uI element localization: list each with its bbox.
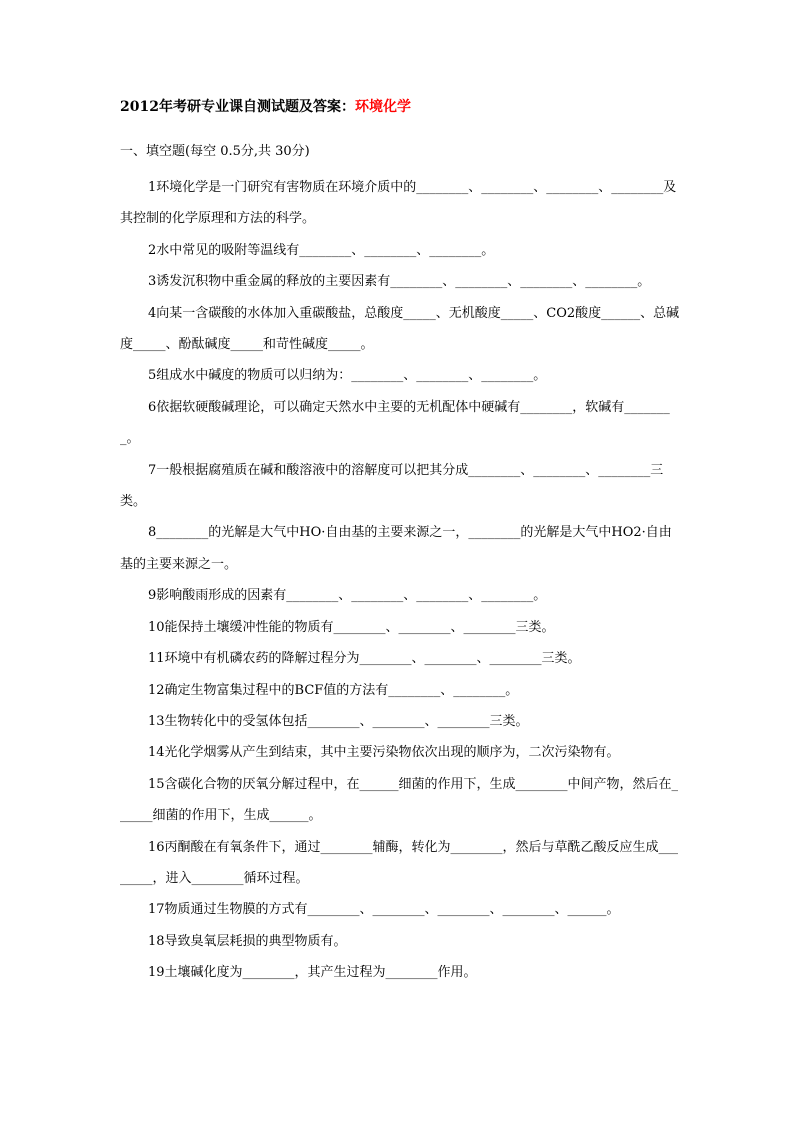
title-main: 2012年考研专业课自测试题及答案： — [120, 99, 355, 115]
question-2: 2水中常见的吸附等温线有________、________、________。 — [148, 242, 495, 258]
question-6: 6依据软硬酸碱理论，可以确定天然水中主要的无机配体中硬碱有________，软碱有________。 — [120, 399, 670, 447]
question-14: 14光化学烟雾从产生到结束，其中主要污染物依次出现的顺序为，二次污染物有。 — [148, 745, 620, 761]
question-16: 16丙酮酸在有氧条件下，通过________辅酶，转化为________，然后与草酰乙酸反应生成________，进入________循环过程。 — [120, 839, 679, 886]
question-7: 7一般根据腐殖质在碱和酸溶液中的溶解度可以把其分成________、________、________三类。 — [120, 462, 664, 510]
question-12: 12确定生物富集过程中的BCF值的方法有________、________。 — [148, 682, 519, 698]
question-8: 8________的光解是大气中HO·自由基的主要来源之一，________的光解是大气中HO2·自由基的主要来源之一。 — [120, 525, 672, 572]
question-19: 19土壤碱化度为________，其产生过程为________作用。 — [148, 965, 477, 981]
question-3: 3诱发沉积物中重金属的释放的主要因素有________、________、________、________。 — [148, 274, 651, 290]
document-page — [120, 96, 680, 989]
section-heading: 一、填空题(每空 0.5分,共 30分) — [120, 144, 310, 159]
question-17: 17物质通过生物膜的方式有________、________、________、________、______。 — [148, 902, 620, 918]
question-1: 1环境化学是一门研究有害物质在环境介质中的________、________、________、________及其控制的化学原理和方法的科学。 — [120, 180, 677, 227]
question-5: 5组成水中碱度的物质可以归纳为：________、________、________。 — [148, 368, 547, 384]
question-15: 15含碳化合物的厌氧分解过程中，在______细菌的作用下，生成________中间产物，然后在______细菌的作用下，生成______。 — [120, 776, 679, 824]
question-9: 9影响酸雨形成的因素有________、________、________、________。 — [148, 588, 547, 604]
question-10: 10能保持土壤缓冲性能的物质有________、________、________三类。 — [148, 619, 555, 635]
document-title — [120, 96, 680, 118]
question-list — [120, 172, 680, 989]
title-subject: 环境化学 — [354, 99, 411, 115]
question-18: 18导致臭氧层耗损的典型物质有。 — [148, 933, 347, 949]
question-4: 4向某一含碳酸的水体加入重碳酸盐，总酸度_____、无机酸度_____、CO2酸度______、总碱度_____、酚酞碱度_____和苛性碱度_____。 — [120, 305, 680, 353]
question-13: 13生物转化中的受氢体包括________、________、________三类。 — [148, 713, 529, 729]
question-11: 11环境中有机磷农药的降解过程分为________、________、________三类。 — [148, 651, 581, 667]
